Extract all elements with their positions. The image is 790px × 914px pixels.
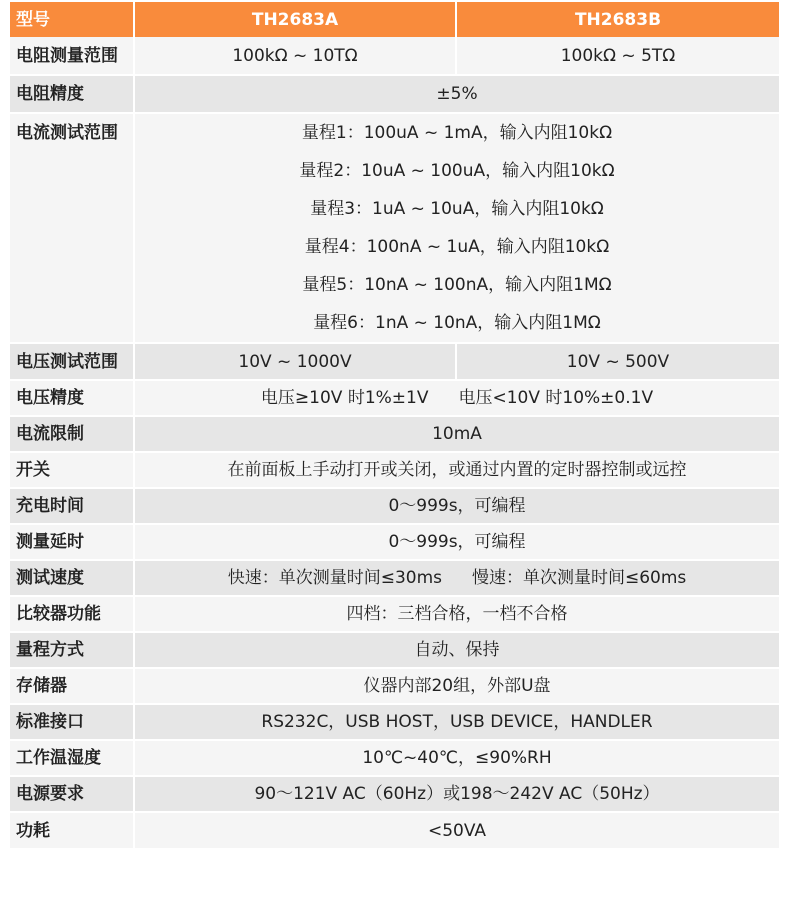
cell-value: 10℃~40℃，≤90%RH <box>134 740 779 776</box>
cell-model-b: 100kΩ ~ 5TΩ <box>456 37 779 75</box>
speed-fast: 快速：单次测量时间≤30ms <box>227 568 442 588</box>
row-label: 电流测试范围 <box>10 113 134 343</box>
range-line: 量程1：100uA ~ 1mA，输入内阻10kΩ <box>301 123 613 143</box>
row-label: 电流限制 <box>10 416 134 452</box>
cell-model-a: 100kΩ ~ 10TΩ <box>134 37 456 75</box>
cell-value: 四档：三档合格，一档不合格 <box>134 596 779 632</box>
cell-value: ±5% <box>134 75 779 113</box>
row-label: 电阻测量范围 <box>10 37 134 75</box>
row-resistance-accuracy <box>10 75 779 113</box>
header-row <box>10 2 779 37</box>
row-storage <box>10 668 779 704</box>
cell-value: 在前面板上手动打开或关闭，或通过内置的定时器控制或远控 <box>134 452 779 488</box>
row-charge-time <box>10 488 779 524</box>
header-label: 型号 <box>10 2 134 37</box>
row-power <box>10 776 779 812</box>
cell-value: 仪器内部20组，外部U盘 <box>134 668 779 704</box>
cell-value: RS232C，USB HOST，USB DEVICE，HANDLER <box>134 704 779 740</box>
cell-value <box>134 380 779 416</box>
row-label: 量程方式 <box>10 632 134 668</box>
cell-value <box>134 560 779 596</box>
cell-value: 10mA <box>134 416 779 452</box>
row-label: 比较器功能 <box>10 596 134 632</box>
row-label: 存储器 <box>10 668 134 704</box>
row-test-speed <box>10 560 779 596</box>
row-label: 测试速度 <box>10 560 134 596</box>
row-label: 测量延时 <box>10 524 134 560</box>
cell-model-a: 10V ~ 1000V <box>134 343 456 380</box>
voltage-accuracy-low: 电压<10V 时10%±0.1V <box>458 388 654 408</box>
speed-slow: 慢速：单次测量时间≤60ms <box>472 568 687 588</box>
row-resistance-range <box>10 37 779 75</box>
cell-value: 0～999s，可编程 <box>134 488 779 524</box>
row-switch <box>10 452 779 488</box>
row-measure-delay <box>10 524 779 560</box>
row-label: 开关 <box>10 452 134 488</box>
row-range-mode <box>10 632 779 668</box>
range-line: 量程6：1nA ~ 10nA，输入内阻1MΩ <box>313 313 601 333</box>
cell-value: 0～999s，可编程 <box>134 524 779 560</box>
row-interfaces <box>10 704 779 740</box>
row-voltage-accuracy <box>10 380 779 416</box>
range-line: 量程2：10uA ~ 100uA，输入内阻10kΩ <box>299 161 615 181</box>
row-comparator <box>10 596 779 632</box>
range-line: 量程4：100nA ~ 1uA，输入内阻10kΩ <box>304 237 610 257</box>
voltage-accuracy-high: 电压≥10V 时1%±1V <box>260 388 429 408</box>
cell-model-b: 10V ~ 500V <box>456 343 779 380</box>
cell-range-list <box>134 113 779 343</box>
row-label: 电压精度 <box>10 380 134 416</box>
row-label: 工作温湿度 <box>10 740 134 776</box>
range-line: 量程3：1uA ~ 10uA，输入内阻10kΩ <box>310 199 604 219</box>
row-label: 电阻精度 <box>10 75 134 113</box>
header-model-b: TH2683B <box>456 2 779 37</box>
row-current-limit <box>10 416 779 452</box>
row-label: 电源要求 <box>10 776 134 812</box>
cell-value: 90～121V AC（60Hz）或198～242V AC（50Hz） <box>134 776 779 812</box>
row-consumption <box>10 812 779 848</box>
row-label: 功耗 <box>10 812 134 848</box>
spec-table <box>10 2 779 848</box>
row-label: 电压测试范围 <box>10 343 134 380</box>
row-current-range <box>10 113 779 343</box>
cell-value: 自动、保持 <box>134 632 779 668</box>
row-voltage-range <box>10 343 779 380</box>
row-label: 标准接口 <box>10 704 134 740</box>
header-model-a: TH2683A <box>134 2 456 37</box>
row-label: 充电时间 <box>10 488 134 524</box>
range-line: 量程5：10nA ~ 100nA，输入内阻1MΩ <box>302 275 612 295</box>
row-environment <box>10 740 779 776</box>
cell-value: <50VA <box>134 812 779 848</box>
